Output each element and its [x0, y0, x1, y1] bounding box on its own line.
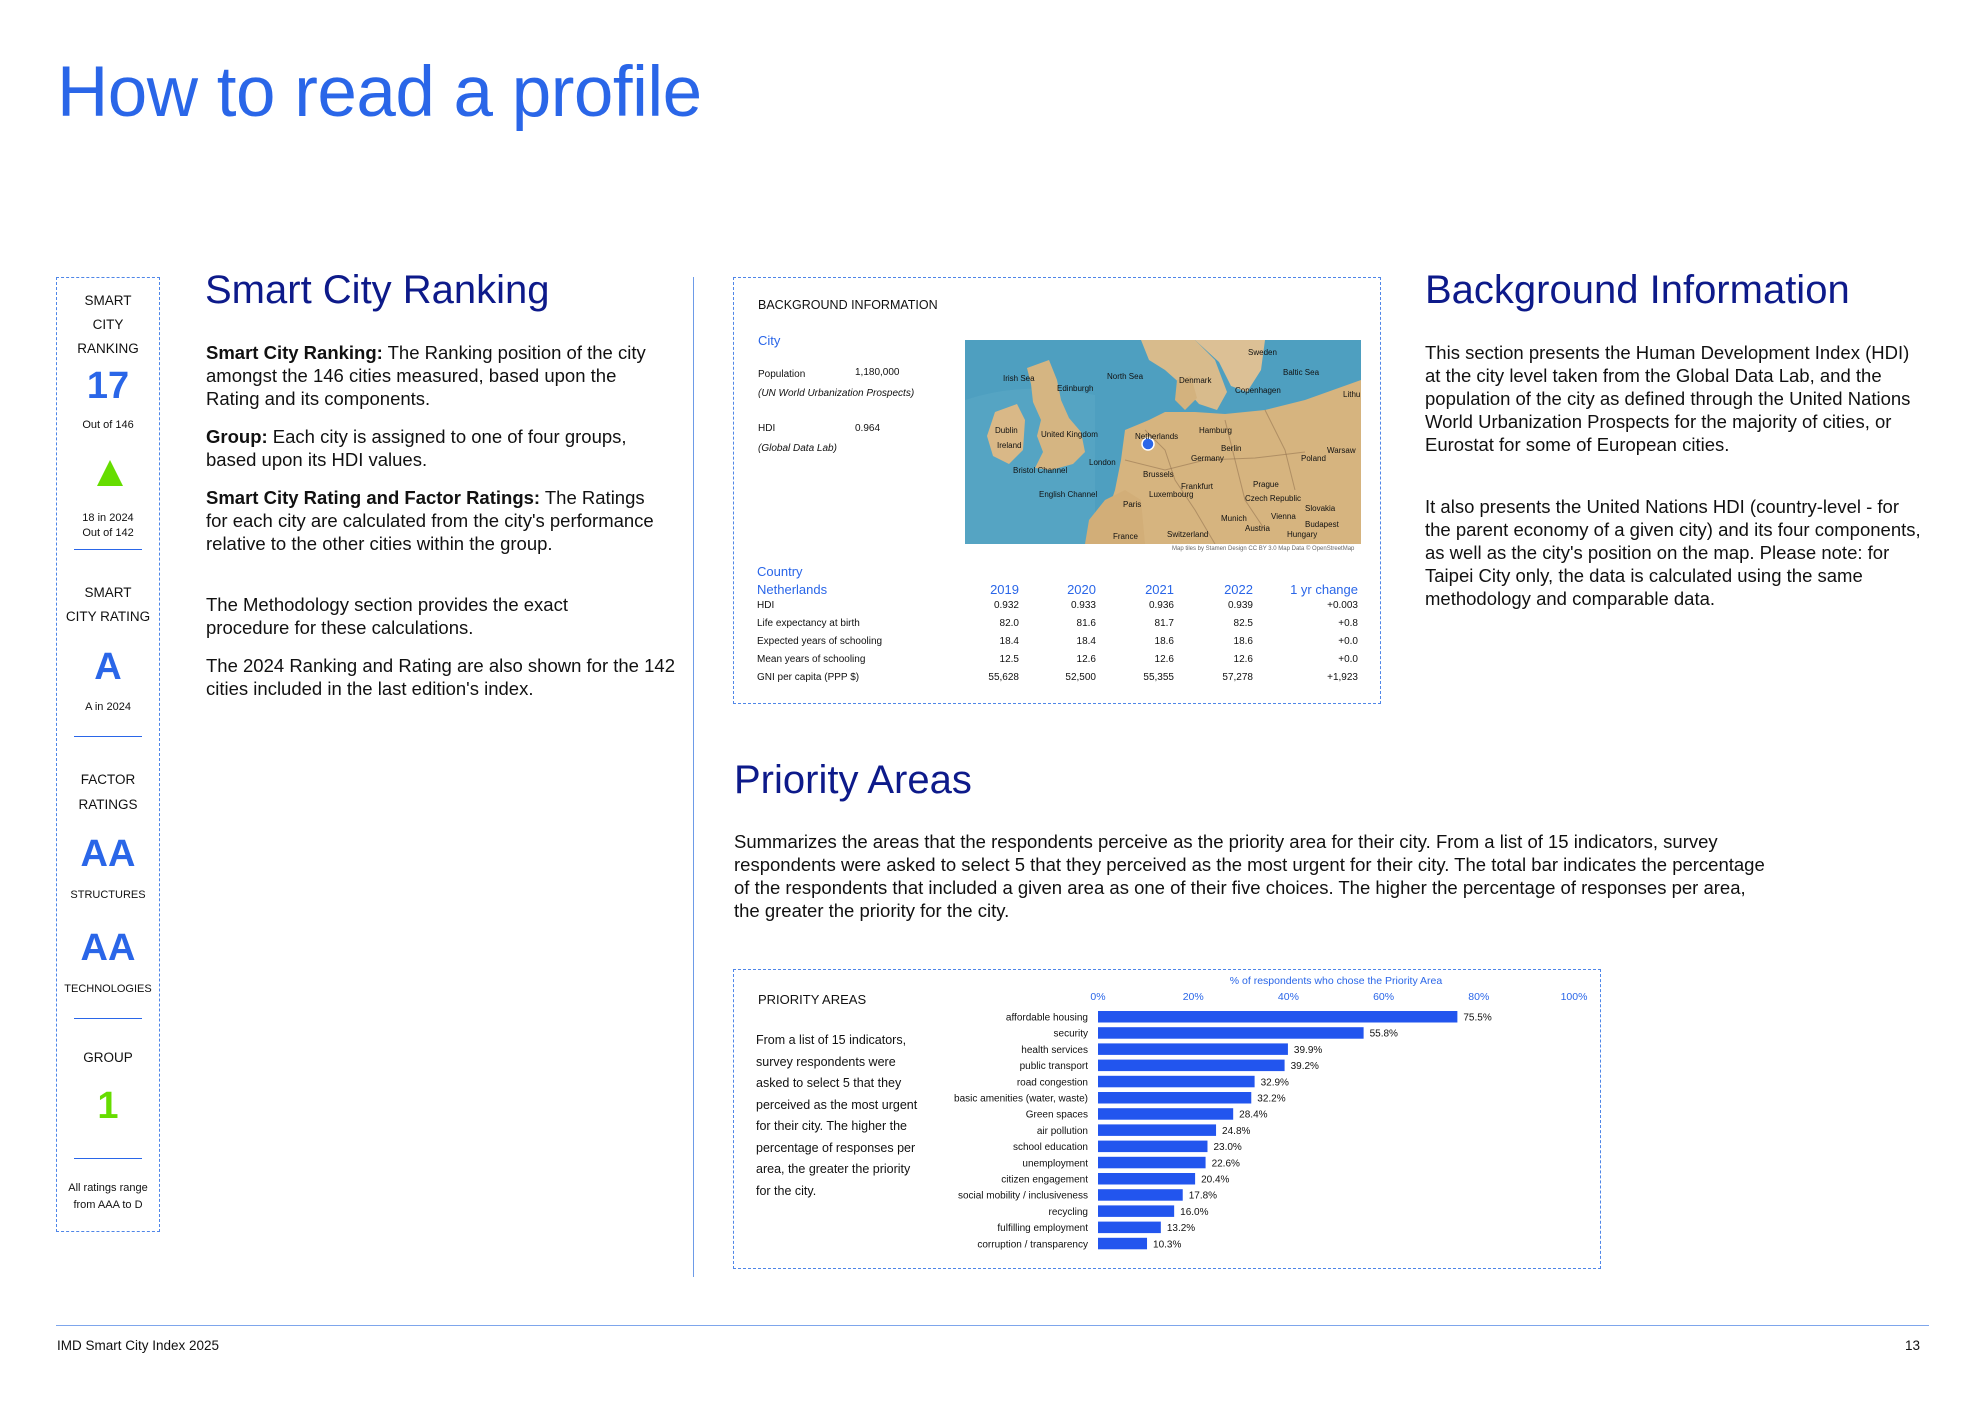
- background-info-example: [733, 277, 1381, 704]
- year-header: 1 yr change: [1290, 582, 1358, 597]
- population-source: (UN World Urbanization Prospects): [758, 388, 915, 399]
- hdi-cell: +0.0: [1338, 654, 1358, 665]
- map-label: Prague: [1253, 480, 1279, 489]
- chart-category-label: fulfilling employment: [997, 1223, 1088, 1235]
- background-paragraph: This section presents the Human Development Index (HDI) at the city level taken from the Global Data Lab, and the population of the city as defined through the United Nations World Urbanization Prospects for the majority of cities, or Eurostat for some of European cities.: [1425, 342, 1911, 455]
- chart-bar: [1098, 1092, 1251, 1104]
- group-term: Group:: [206, 426, 268, 447]
- chart-value-label: 10.3%: [1153, 1239, 1182, 1251]
- rating-value: A: [94, 646, 122, 688]
- chart-bar: [1098, 1157, 1206, 1169]
- map-label: Sweden: [1248, 348, 1277, 357]
- hdi-cell: 12.5: [999, 654, 1019, 665]
- chart-bar: [1098, 1222, 1161, 1234]
- hdi-cell: 57,278: [1222, 672, 1253, 683]
- chart-bar: [1098, 1027, 1364, 1039]
- map-label: Denmark: [1179, 376, 1212, 385]
- group-definition: Each city is assigned to one of four groups, based upon its HDI values.: [206, 426, 627, 470]
- ranking-paragraph: [206, 341, 666, 410]
- chart-value-label: 23.0%: [1213, 1142, 1242, 1154]
- hdi-cell: 12.6: [1233, 654, 1253, 665]
- chart-category-label: health services: [1021, 1044, 1088, 1056]
- hdi-cell: 52,500: [1065, 672, 1096, 683]
- priority-heading: Priority Areas: [734, 758, 972, 802]
- hdi-row-label: Life expectancy at birth: [757, 618, 860, 629]
- rating-previous: A in 2024: [85, 701, 131, 713]
- chart-axis-title: % of respondents who chose the Priority Area: [1229, 975, 1443, 987]
- factor-label: RATINGS: [78, 797, 138, 812]
- chart-bar: [1098, 1108, 1233, 1120]
- priority-paragraph: Summarizes the areas that the respondents perceive as the priority area for their city. From a list of 15 indicators, survey respondents were asked to select 5 that they perceived as the most urgent for their city. The total bar indicates the percentage of the respondents that included a given area as one of their five choices. The higher the percentage of responses per area, the greater the priority for the city.: [734, 831, 1765, 921]
- year-header: 2022: [1224, 582, 1253, 597]
- chart-value-label: 20.4%: [1201, 1174, 1230, 1186]
- hdi-cell: 0.932: [993, 600, 1019, 611]
- map-label: Copenhagen: [1235, 386, 1281, 395]
- hdi-row-label: GNI per capita (PPP $): [757, 672, 860, 683]
- ratings-note: from AAA to D: [73, 1199, 143, 1211]
- chart-value-label: 16.0%: [1180, 1206, 1209, 1218]
- chart-value-label: 32.9%: [1260, 1077, 1289, 1089]
- map-label: Luxembourg: [1149, 490, 1194, 499]
- map-label: Lithu: [1343, 390, 1361, 399]
- hdi-label: HDI: [758, 423, 776, 434]
- factor-label: FACTOR: [80, 772, 136, 787]
- hdi-cell: +1,923: [1327, 672, 1358, 683]
- hdi-cell: 0.933: [1070, 600, 1096, 611]
- map-label: France: [1113, 532, 1138, 541]
- chart-tick-label: 80%: [1468, 991, 1490, 1003]
- hdi-cell: 55,355: [1143, 672, 1174, 683]
- trend-up-icon: [97, 460, 123, 486]
- map-label: English Channel: [1039, 490, 1098, 499]
- rating-term: Smart City Rating and Factor Ratings:: [206, 487, 541, 508]
- chart-bar: [1098, 1124, 1216, 1136]
- population-value: 1,180,000: [855, 367, 900, 378]
- chart-value-label: 55.8%: [1369, 1028, 1398, 1040]
- technologies-label: TECHNOLOGIES: [64, 983, 152, 995]
- chart-category-label: security: [1053, 1028, 1088, 1040]
- chart-category-label: public transport: [1019, 1061, 1088, 1073]
- chart-category-label: social mobility / inclusiveness: [957, 1190, 1088, 1202]
- map-label: Slovakia: [1305, 504, 1336, 513]
- rating-definition: The Ratings for each city are calculated from the city's performance relative to the other cities within the group.: [206, 487, 654, 554]
- hdi-cell: +0.0: [1338, 636, 1358, 647]
- chart-bar: [1098, 1141, 1207, 1153]
- population-label: Population: [758, 369, 806, 380]
- divider: [74, 736, 142, 737]
- map-label: Frankfurt: [1181, 482, 1214, 491]
- chart-value-label: 22.6%: [1211, 1158, 1240, 1170]
- priority-box-text: From a list of 15 indicators, survey respondents were asked to select 5 that they perceived as the most urgent for their city. The higher the percentage of responses per area, the greater the priority for the city.: [756, 1033, 918, 1198]
- rating-sidebar: [56, 277, 160, 1232]
- chart-category-label: school education: [1012, 1142, 1088, 1154]
- hdi-cell: 82.5: [1233, 618, 1253, 629]
- hdi-cell: 82.0: [999, 618, 1019, 629]
- chart-category-label: unemployment: [1022, 1158, 1088, 1170]
- previous-edition-paragraph: The 2024 Ranking and Rating are also shown for the 142 cities included in the last edition's index.: [206, 655, 675, 699]
- chart-category-label: affordable housing: [1005, 1012, 1088, 1024]
- ranking-term: Smart City Ranking:: [206, 342, 383, 363]
- group-paragraph: [206, 425, 636, 471]
- methodology-paragraph: The Methodology section provides the exact procedure for these calculations.: [206, 594, 568, 638]
- footer-title: IMD Smart City Index 2025: [57, 1338, 220, 1353]
- hdi-cell: +0.8: [1338, 618, 1358, 629]
- background-paragraph: It also presents the United Nations HDI (country-level - for the parent economy of a given city) and its four components, as well as the city's position on the map. Please note: for Taipei City only, the data is calculated using the same methodology and comparable data.: [1425, 496, 1921, 609]
- city-location-map: [965, 340, 1361, 544]
- map-label: Edinburgh: [1057, 384, 1094, 393]
- chart-value-label: 75.5%: [1463, 1012, 1492, 1024]
- ranking-heading: Smart City Ranking: [205, 268, 550, 312]
- background-heading: Background Information: [1425, 268, 1850, 312]
- footer-rule: [56, 1325, 1929, 1326]
- hdi-cell: 81.7: [1154, 618, 1174, 629]
- chart-value-label: 17.8%: [1188, 1190, 1218, 1202]
- rank-value: 17: [86, 365, 130, 407]
- map-label: Poland: [1301, 454, 1326, 463]
- hdi-row-label: HDI: [757, 600, 775, 611]
- rating-paragraph: [206, 486, 656, 555]
- group-label: GROUP: [83, 1050, 133, 1065]
- map-label: Bristol Channel: [1013, 466, 1068, 475]
- ranking-label: RANKING: [77, 341, 139, 356]
- column-divider: [693, 277, 694, 1277]
- map-label: Hamburg: [1199, 426, 1232, 435]
- country-label: Country: [757, 564, 803, 579]
- hdi-cell: 81.6: [1076, 618, 1096, 629]
- chart-value-label: 39.9%: [1293, 1044, 1323, 1056]
- chart-value-label: 32.2%: [1257, 1093, 1286, 1105]
- map-label: Vienna: [1271, 512, 1296, 521]
- year-header: 2021: [1145, 582, 1174, 597]
- map-label: Brussels: [1143, 470, 1174, 479]
- structures-rating: AA: [80, 833, 136, 875]
- country-name: Netherlands: [757, 582, 828, 597]
- chart-value-label: 39.2%: [1290, 1061, 1319, 1073]
- rating-label: CITY RATING: [65, 609, 151, 624]
- hdi-cell: 18.4: [999, 636, 1019, 647]
- hdi-source: (Global Data Lab): [758, 443, 837, 454]
- divider: [74, 1018, 142, 1019]
- ranking-definition: The Ranking position of the city amongst the 146 cities measured, based upon the Rating and its components.: [206, 342, 646, 409]
- map-label: Hungary: [1287, 530, 1318, 539]
- divider: [74, 549, 142, 550]
- hdi-row-label: Expected years of schooling: [757, 636, 883, 647]
- hdi-cell: 12.6: [1154, 654, 1174, 665]
- chart-tick-label: 60%: [1373, 991, 1395, 1003]
- previous-out-of: Out of 142: [82, 527, 134, 539]
- hdi-cell: 0.936: [1148, 600, 1174, 611]
- hdi-cell: 0.939: [1227, 600, 1253, 611]
- chart-tick-label: 20%: [1182, 991, 1204, 1003]
- divider: [74, 1158, 142, 1159]
- map-label: Dublin: [995, 426, 1018, 435]
- hdi-value: 0.964: [855, 423, 881, 434]
- chart-bar: [1098, 1060, 1285, 1072]
- chart-bar: [1098, 1173, 1195, 1185]
- chart-bar: [1098, 1011, 1457, 1023]
- ranking-label: CITY: [92, 317, 124, 332]
- chart-category-label: road congestion: [1016, 1077, 1088, 1089]
- structures-label: STRUCTURES: [70, 889, 146, 901]
- map-label: Austria: [1245, 524, 1270, 533]
- ratings-note: All ratings range: [68, 1182, 148, 1194]
- map-label: Ireland: [997, 441, 1022, 450]
- chart-bar: [1098, 1205, 1174, 1217]
- page-title: How to read a profile: [57, 53, 702, 132]
- chart-value-label: 24.8%: [1222, 1125, 1251, 1137]
- rank-out-of: Out of 146: [82, 419, 134, 431]
- map-label: Baltic Sea: [1283, 368, 1320, 377]
- map-label: Paris: [1123, 500, 1142, 509]
- priority-areas-chart: [734, 970, 1600, 1268]
- chart-bar: [1098, 1076, 1255, 1088]
- year-header: 2019: [990, 582, 1019, 597]
- chart-category-label: basic amenities (water, waste): [954, 1093, 1088, 1105]
- ranking-label: SMART: [84, 293, 132, 308]
- map-label: United Kingdom: [1041, 430, 1098, 439]
- map-label: Czech Republic: [1245, 494, 1302, 503]
- hdi-cell: 12.6: [1076, 654, 1096, 665]
- map-label: London: [1089, 458, 1116, 467]
- hdi-cell: 18.6: [1154, 636, 1174, 647]
- group-value: 1: [97, 1085, 119, 1127]
- map-label: Irish Sea: [1003, 374, 1035, 383]
- map-credit: Map tiles by Stamen Design CC BY 3.0 Map Data © OpenStreetMap: [1172, 546, 1355, 552]
- chart-bar: [1098, 1043, 1288, 1055]
- hdi-cell: 55,628: [988, 672, 1019, 683]
- map-label: Germany: [1191, 454, 1224, 463]
- technologies-rating: AA: [80, 927, 136, 969]
- map-label: Berlin: [1221, 444, 1242, 453]
- map-label: Switzerland: [1167, 530, 1209, 539]
- rating-label: SMART: [84, 585, 132, 600]
- hdi-cell: 18.4: [1076, 636, 1096, 647]
- chart-bar: [1098, 1189, 1183, 1201]
- map-label: Budapest: [1305, 520, 1339, 529]
- chart-category-label: air pollution: [1036, 1125, 1088, 1137]
- chart-category-label: Green spaces: [1025, 1109, 1088, 1121]
- hdi-cell: 18.6: [1233, 636, 1253, 647]
- previous-rank: 18 in 2024: [82, 512, 134, 524]
- hdi-row-label: Mean years of schooling: [757, 654, 866, 665]
- priority-box-title: PRIORITY AREAS: [758, 992, 867, 1007]
- year-header: 2020: [1067, 582, 1096, 597]
- chart-category-label: recycling: [1048, 1206, 1088, 1218]
- map-label: Netherlands: [1135, 432, 1179, 441]
- hdi-cell: +0.003: [1327, 600, 1358, 611]
- map-label: North Sea: [1107, 372, 1144, 381]
- chart-bar: [1098, 1238, 1147, 1250]
- chart-category-label: corruption / transparency: [977, 1239, 1088, 1251]
- chart-tick-label: 40%: [1277, 991, 1299, 1003]
- chart-value-label: 13.2%: [1166, 1223, 1196, 1235]
- chart-tick-label: 0%: [1090, 991, 1106, 1003]
- chart-value-label: 28.4%: [1239, 1109, 1268, 1121]
- chart-tick-label: 100%: [1560, 991, 1588, 1003]
- map-label: Warsaw: [1327, 446, 1356, 455]
- page-number: 13: [1905, 1338, 1921, 1353]
- priority-areas-example: [733, 969, 1601, 1269]
- chart-category-label: citizen engagement: [1001, 1174, 1088, 1186]
- map-label: Munich: [1221, 514, 1247, 523]
- background-box-title: BACKGROUND INFORMATION: [758, 298, 938, 312]
- city-label: City: [758, 333, 781, 348]
